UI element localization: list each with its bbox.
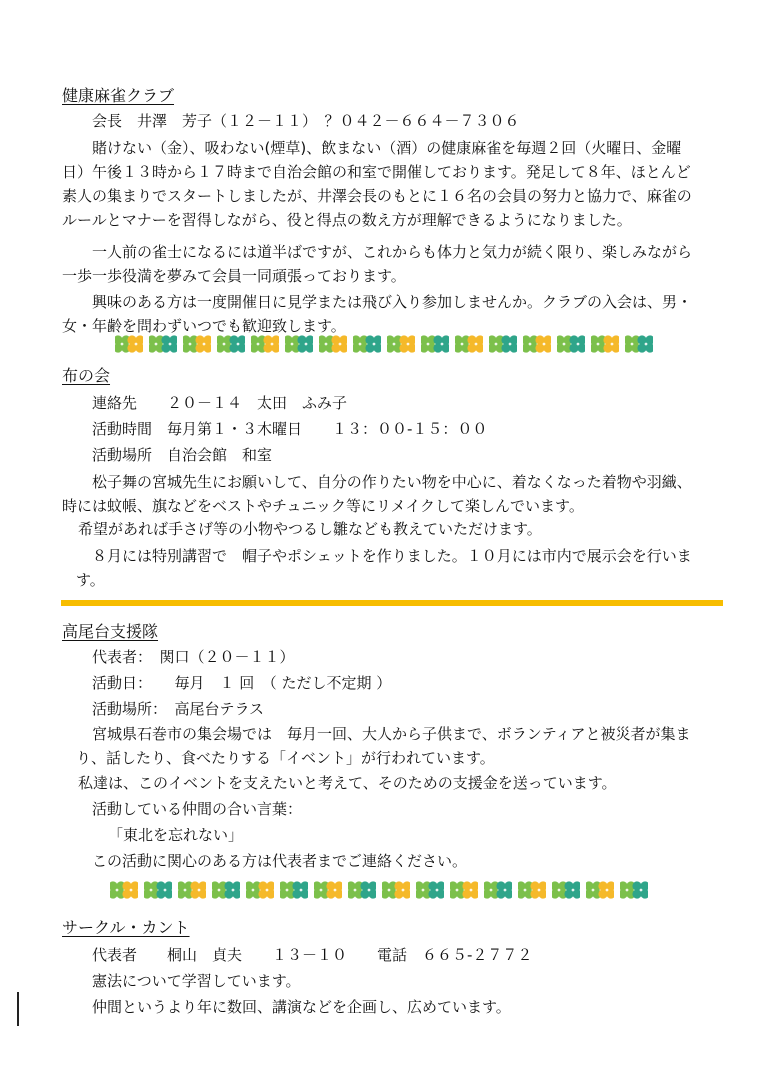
clover-icon (110, 880, 138, 900)
kant-representative: 代表者 桐山 貞夫 １３－１０ 電話 ６６５-２７７２ (92, 946, 533, 964)
support-paragraph-2: 私達は、このイベントを支えたいと考えて、そのための支援金を送っています。 (78, 774, 617, 792)
clover-icon (285, 334, 313, 354)
clover-icon (523, 334, 551, 354)
clover-icon (149, 334, 177, 354)
clover-icon (421, 334, 449, 354)
clover-icon (280, 880, 308, 900)
section-divider-rule (61, 600, 723, 606)
clover-icon (144, 880, 172, 900)
clover-icon (484, 880, 512, 900)
clover-icon (518, 880, 546, 900)
clover-icon (620, 880, 648, 900)
mahjong-paragraph-1: 賭けない（金）、吸わない(煙草)、飲まない（酒）の健康麻雀を毎週２回（火曜日、金曜日）午後１３時から１７時まで自治会館の和室で開催しております。発足して８年、ほとんど素人の集まりでスタートしましたが、井澤会長のもとに１６名の会員の努力と協力で、麻雀のルールとマナーを習得しながら、役と得点の数え方が理解できるようになりました。 (62, 139, 692, 229)
clover-icon (319, 334, 347, 354)
kant-line-2: 仲間というより年に数回、講演などを企画し、広めています。 (92, 998, 511, 1016)
section-title-support: 高尾台支援隊 (62, 622, 159, 641)
clover-icon (183, 334, 211, 354)
clover-icon (557, 334, 585, 354)
mahjong-paragraph-3: 興味のある方は一度開催日に見学または飛び入り参加しませんか。クラブの入会は、男・女・年齢を問わずいつでも歓迎致します。 (62, 293, 693, 335)
clover-icon (217, 334, 245, 354)
clover-icon (586, 880, 614, 900)
cloth-paragraph-3: ８月には特別講習で 帽子やポシェットを作りました。１０月には市内で展示会を行います。 (76, 547, 692, 589)
clover-divider-bottom (110, 880, 648, 900)
clover-icon (212, 880, 240, 900)
clover-icon (625, 334, 653, 354)
clover-icon (387, 334, 415, 354)
text-cursor-mark (17, 992, 19, 1026)
support-motto: 「東北を忘れない」 (108, 826, 244, 844)
cloth-place: 活動場所 自治会館 和室 (92, 446, 273, 464)
clover-divider-top (115, 334, 653, 354)
clover-icon (115, 334, 143, 354)
clover-icon (591, 334, 619, 354)
clover-icon (353, 334, 381, 354)
clover-icon (450, 880, 478, 900)
clover-icon (178, 880, 206, 900)
support-closing: この活動に関心のある方は代表者までご連絡ください。 (92, 852, 468, 870)
support-motto-intro: 活動している仲間の合い言葉： (92, 800, 303, 818)
cloth-paragraph-2: 希望があれば手さげ等の小物やつるし雛なども教えていただけます。 (78, 520, 542, 538)
cloth-contact: 連絡先 ２０－１４ 太田 ふみ子 (92, 394, 348, 412)
mahjong-contact: 会長 井澤 芳子（１２－１１） ？０４２－６６４－７３０６ (92, 112, 520, 130)
clover-icon (251, 334, 279, 354)
mahjong-paragraph-2: 一人前の雀士になるには道半ばですが、これからも体力と気力が続く限り、楽しみながら一歩一歩役満を夢みて会員一同頑張っております。 (62, 243, 693, 285)
support-paragraph-1: 宮城県石巻市の集会場では 毎月一回、大人から子供まで、ボランティアと被災者が集まり、話したり、食べたりする「イベント」が行われています。 (76, 725, 691, 767)
clover-icon (314, 880, 342, 900)
kant-line-1: 憲法について学習しています。 (92, 972, 301, 990)
clover-icon (348, 880, 376, 900)
support-place: 活動場所： 高尾台テラス (92, 700, 265, 718)
section-title-kant: サークル・カント (62, 918, 190, 937)
clover-icon (246, 880, 274, 900)
clover-icon (416, 880, 444, 900)
cloth-paragraph-1: 松子舞の宮城先生にお願いして、自分の作りたい物を中心に、着なくなった着物や羽織、時には蚊帳、旗などをベストやチュニック等にリメイクして楽しんでいます。 (62, 473, 692, 515)
support-activity-day: 活動日： 毎月 １ 回 （ ただし不定期 ） (92, 674, 392, 692)
section-title-cloth: 布の会 (62, 366, 111, 385)
section-title-mahjong: 健康麻雀クラブ (62, 86, 175, 105)
clover-icon (382, 880, 410, 900)
clover-icon (552, 880, 580, 900)
clover-icon (489, 334, 517, 354)
clover-icon (455, 334, 483, 354)
cloth-schedule: 活動時間 毎月第１・３木曜日 １３：００-１５：００ (92, 420, 488, 438)
support-representative: 代表者： 関口（２０－１１） (92, 648, 295, 666)
